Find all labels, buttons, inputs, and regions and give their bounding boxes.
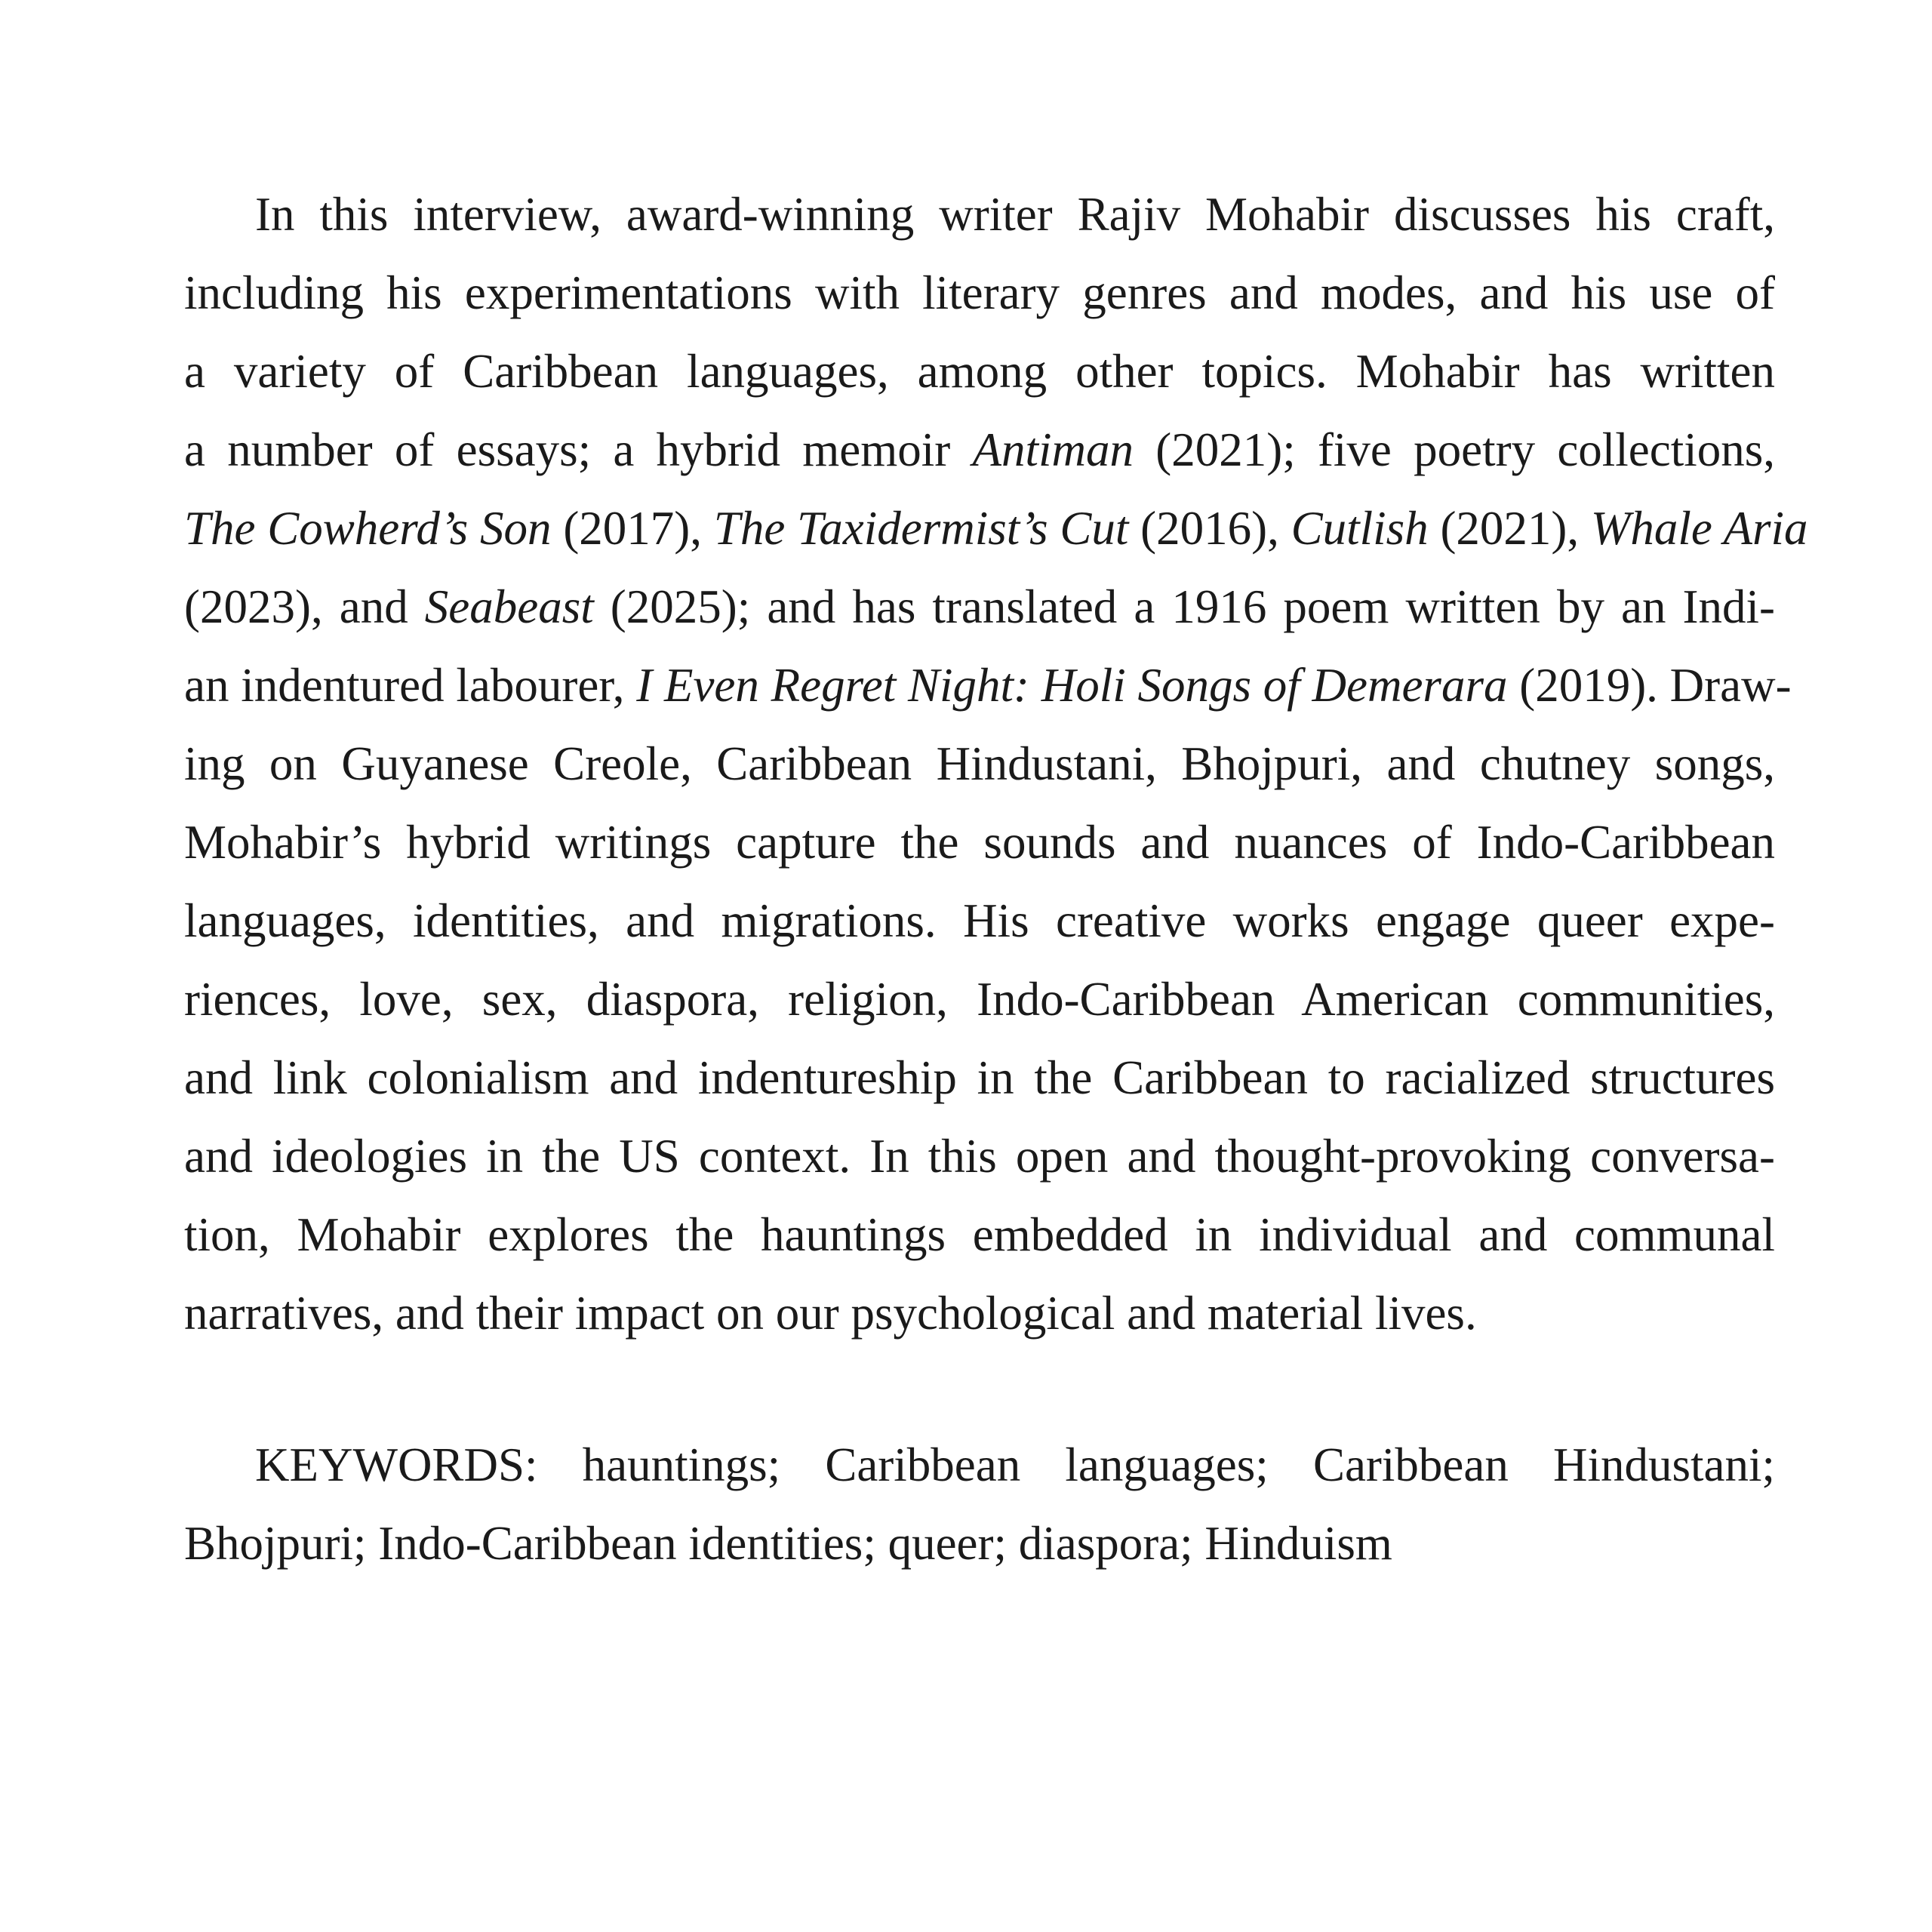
text-run: (2017), <box>551 502 714 555</box>
text-run: a variety of Caribbean languages, among other topics. Mohabir has written <box>184 345 1775 398</box>
abstract-line <box>184 1117 1775 1195</box>
text-run: including his experimentations with literary genres and modes, and his use of <box>184 266 1775 319</box>
abstract-line <box>184 1038 1775 1117</box>
abstract-line <box>184 568 1775 646</box>
text-run: (2025); and has translated a 1916 poem written by an Indi- <box>593 580 1775 633</box>
abstract-line <box>184 489 1808 568</box>
abstract-line <box>184 1274 1775 1352</box>
text-run: narratives, and their impact on our psychological and material lives. <box>184 1287 1477 1340</box>
abstract-line <box>184 332 1775 411</box>
text-run: and ideologies in the US context. In this open and thought-provoking conversa- <box>184 1130 1775 1183</box>
abstract-line <box>184 803 1775 881</box>
text-run: (2023), and <box>184 580 425 633</box>
text-run: (2019). Draw- <box>1507 659 1792 712</box>
text-run: ing on Guyanese Creole, Caribbean Hindustani, Bhojpuri, and chutney songs, <box>184 737 1775 790</box>
text-run: tion, Mohabir explores the hauntings embedded in individual and communal <box>184 1208 1775 1261</box>
text-run: Bhojpuri; Indo-Caribbean identities; queer; diaspora; Hinduism <box>184 1517 1392 1570</box>
text-run: languages, identities, and migrations. His creative works engage queer expe- <box>184 894 1775 947</box>
italic-title: Cutlish <box>1291 502 1429 555</box>
italic-title: I Even Regret Night: Holi Songs of Demerara <box>636 659 1508 712</box>
text-run: In this interview, award-winning writer Rajiv Mohabir discusses his craft, <box>255 188 1775 241</box>
keywords-line <box>184 1504 1775 1583</box>
italic-title: The Cowherd’s Son <box>184 502 552 555</box>
text-run: and link colonialism and indentureship in the Caribbean to racialized structures <box>184 1051 1775 1104</box>
italic-title: The Taxidermist’s Cut <box>713 502 1129 555</box>
text-run: (2021), <box>1428 502 1591 555</box>
text-run: (2016), <box>1128 502 1291 555</box>
abstract-line <box>184 411 1775 489</box>
text-run: (2021); five poetry collections, <box>1133 423 1775 476</box>
abstract-line <box>184 724 1775 803</box>
abstract-line <box>184 960 1775 1038</box>
italic-title: Seabeast <box>424 580 594 633</box>
text-run: riences, love, sex, diaspora, religion, Indo-Caribbean American communities, <box>184 973 1775 1026</box>
keywords-line <box>184 1426 1775 1504</box>
text-run: KEYWORDS: hauntings; Caribbean languages; Caribbean Hindustani; <box>255 1438 1775 1491</box>
abstract-line <box>184 646 1792 724</box>
abstract-line <box>184 254 1775 332</box>
abstract-line <box>184 881 1775 960</box>
text-run: Mohabir’s hybrid writings capture the sounds and nuances of Indo-Caribbean <box>184 816 1775 869</box>
abstract-line <box>184 175 1775 254</box>
text-run: a number of essays; a hybrid memoir <box>184 423 973 476</box>
abstract-line <box>184 1195 1775 1274</box>
italic-title: Whale Aria <box>1590 502 1808 555</box>
italic-title: Antiman <box>972 423 1134 476</box>
text-run: an indentured labourer, <box>184 659 637 712</box>
